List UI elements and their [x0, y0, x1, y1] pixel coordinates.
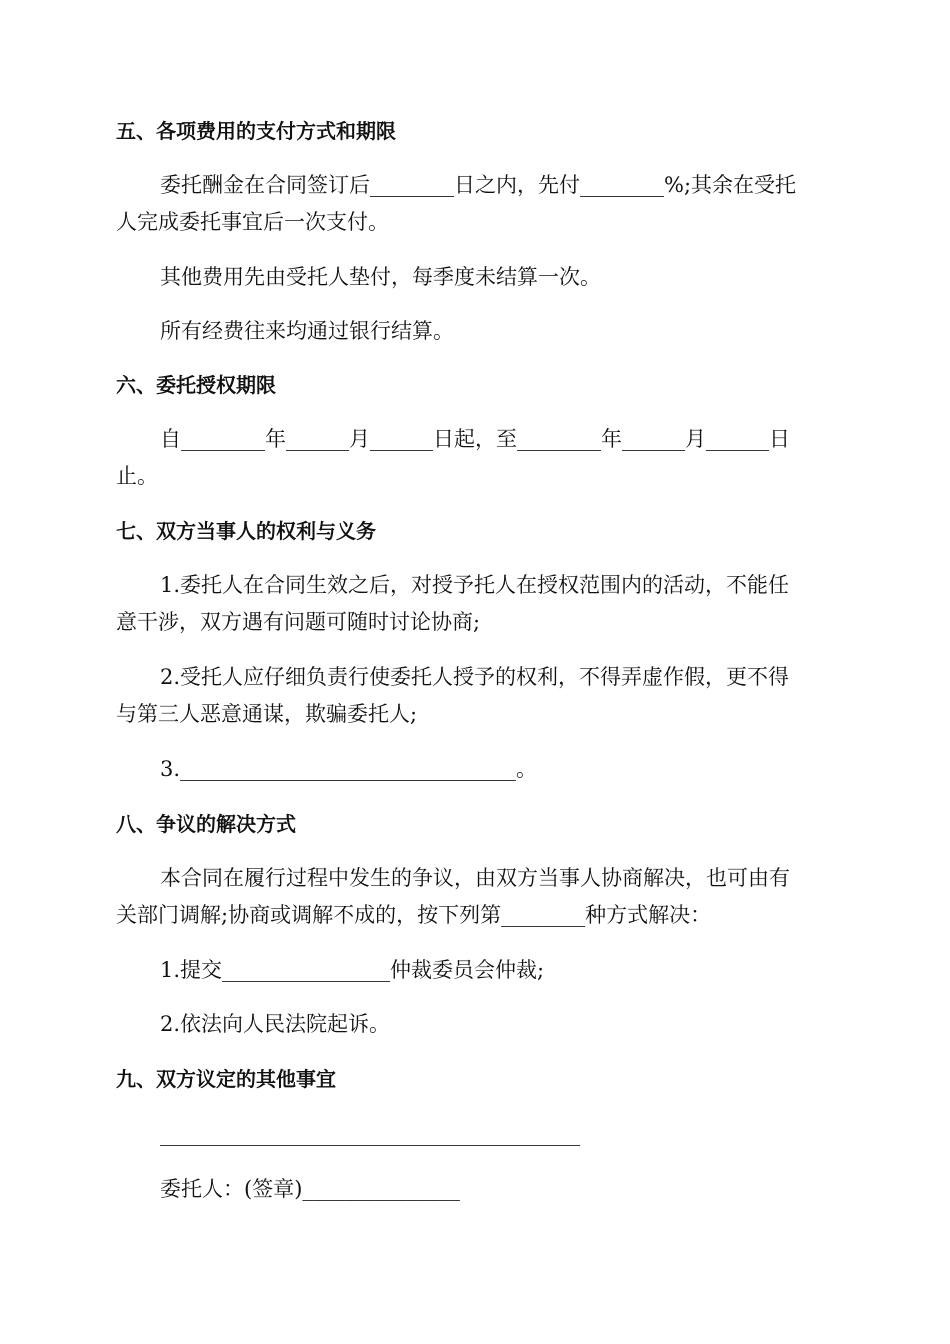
section-7-item-2-line-1: 2.受托人应仔细负责行使委托人授予的权利，不得弄虚作假，更不得	[160, 665, 790, 689]
section-9-blank-line: ________________________________________	[160, 1122, 580, 1146]
section-7-item-1-line-2: 意干涉，双方遇有问题可随时讨论协商;	[116, 610, 481, 634]
section-5-paragraph-2: 其他费用先由受托人垫付，每季度未结算一次。	[160, 265, 601, 289]
section-6-line-2: 止。	[116, 464, 158, 488]
section-7-item-1-line-1: 1.委托人在合同生效之后，对授予托人在授权范围内的活动，不能任	[160, 573, 790, 597]
section-7-item-2-line-2: 与第三人恶意通谋，欺骗委托人;	[116, 702, 418, 726]
section-5-paragraph-3: 所有经费往来均通过银行结算。	[160, 319, 454, 343]
section-8-option-1: 1.提交________________仲裁委员会仲裁;	[160, 958, 545, 982]
section-7-item-3: 3.________________________________。	[160, 757, 538, 781]
section-8-heading: 八、争议的解决方式	[116, 812, 296, 836]
section-6-heading: 六、委托授权期限	[116, 373, 276, 397]
section-6-line-1: 自________年______月______日起，至________年______月______日	[160, 427, 790, 451]
section-8-paragraph-line-1: 本合同在履行过程中发生的争议，由双方当事人协商解决，也可由有	[160, 866, 790, 890]
signer-line: 委托人：(签章)_______________	[160, 1177, 460, 1201]
section-5-paragraph-1-line-2: 人完成委托事宜后一次支付。	[116, 210, 389, 234]
section-5-paragraph-1-line-1: 委托酬金在合同签订后________日之内，先付________%;其余在受托	[160, 173, 797, 197]
section-8-paragraph-line-2: 关部门调解;协商或调解不成的，按下列第________种方式解决：	[116, 903, 712, 927]
section-5-heading: 五、各项费用的支付方式和期限	[116, 119, 396, 143]
section-7-heading: 七、双方当事人的权利与义务	[116, 519, 376, 543]
section-8-option-2: 2.依法向人民法院起诉。	[160, 1012, 391, 1036]
section-9-heading: 九、双方议定的其他事宜	[116, 1067, 336, 1091]
